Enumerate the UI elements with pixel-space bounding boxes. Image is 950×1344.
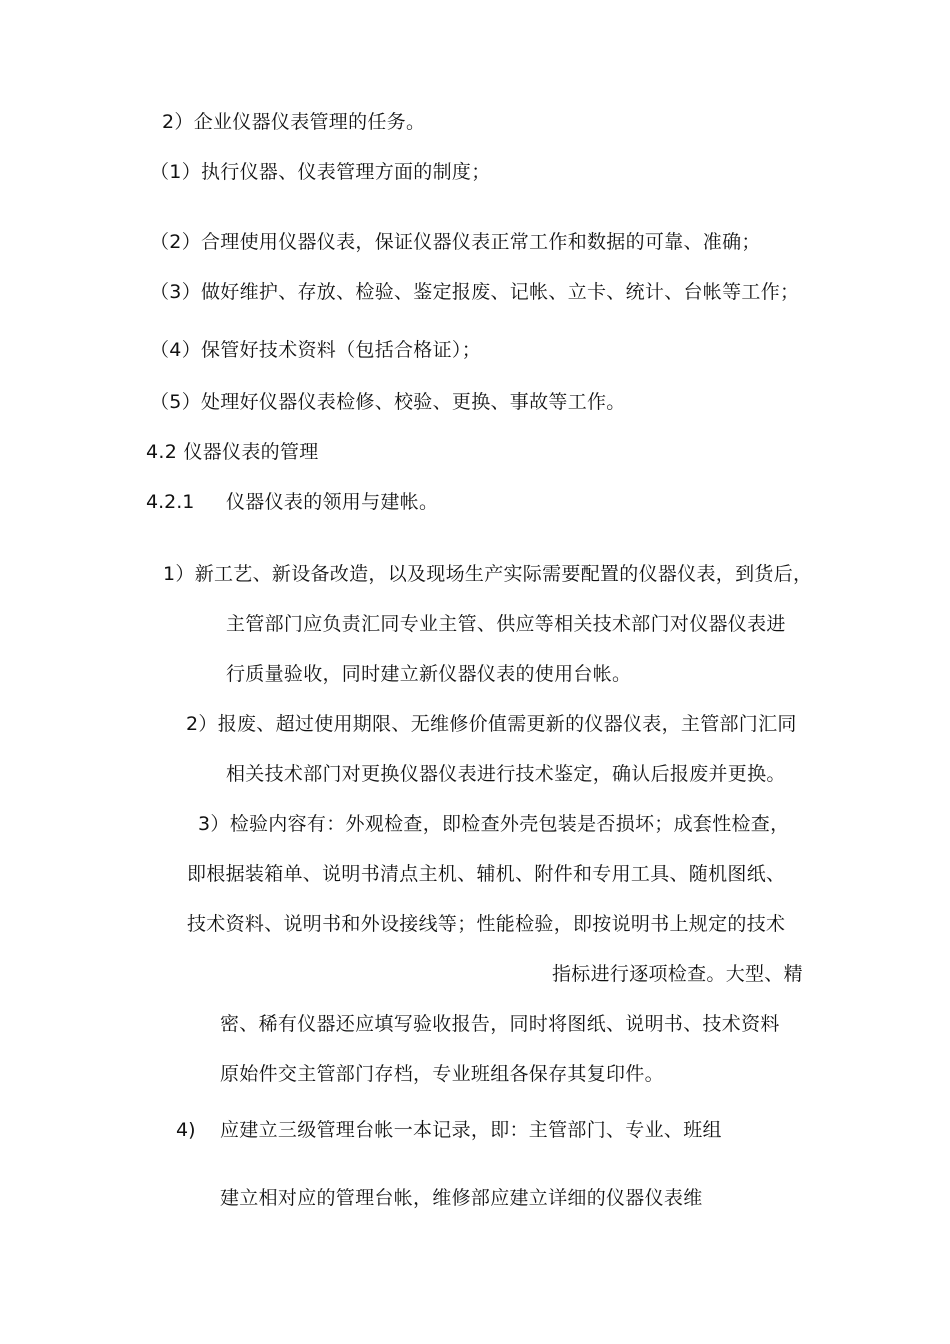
paragraph-1-line-2: 主管部门应负责汇同专业主管、供应等相关技术部门对仪器仪表进: [226, 613, 786, 635]
paragraph-3-line-2: 即根据装箱单、说明书清点主机、辅机、附件和专用工具、随机图纸、: [187, 863, 786, 885]
paragraph-4-line-1: 应建立三级管理台帐一本记录，即：主管部门、专业、班组: [220, 1119, 722, 1141]
paragraph-2-line-1: 2）报废、超过使用期限、无维修价值需更新的仪器仪表，主管部门汇同: [186, 713, 797, 735]
paragraph-4-number: 4): [176, 1119, 196, 1141]
paragraph-3-line-6: 原始件交主管部门存档，专业班组各保存其复印件。: [220, 1063, 664, 1085]
list-item-4: （4）保管好技术资料（包括合格证）；: [150, 339, 481, 361]
paragraph-4-line-2: 建立相对应的管理台帐，维修部应建立详细的仪器仪表维: [220, 1187, 703, 1209]
section-number-4-2-1: 4.2.1: [146, 491, 195, 513]
paragraph-task-heading: 2）企业仪器仪表管理的任务。: [162, 111, 426, 133]
paragraph-3-line-4: 指标进行逐项检查。大型、精: [552, 963, 803, 985]
paragraph-1-line-1: 1）新工艺、新设备改造，以及现场生产实际需要配置的仪器仪表，到货后，: [163, 563, 813, 585]
paragraph-3-line-3: 技术资料、说明书和外设接线等；性能检验，即按说明书上规定的技术: [187, 913, 786, 935]
paragraph-2-line-2: 相关技术部门对更换仪器仪表进行技术鉴定，确认后报废并更换。: [226, 763, 786, 785]
list-item-1: （1）执行仪器、仪表管理方面的制度；: [150, 161, 491, 183]
paragraph-3-line-5: 密、稀有仪器还应填写验收报告，同时将图纸、说明书、技术资料: [220, 1013, 780, 1035]
paragraph-3-line-1: 3）检验内容有：外观检查，即检查外壳包装是否损坏；成套性检查，: [198, 813, 790, 835]
list-item-5: （5）处理好仪器仪表检修、校验、更换、事故等工作。: [150, 391, 626, 413]
section-title-4-2-1: 仪器仪表的领用与建帐。: [226, 491, 439, 513]
list-item-3: （3）做好维护、存放、检验、鉴定报废、记帐、立卡、统计、台帐等工作；: [150, 281, 800, 303]
section-heading-4-2: 4.2 仪器仪表的管理: [146, 441, 319, 463]
list-item-2: （2）合理使用仪器仪表，保证仪器仪表正常工作和数据的可靠、准确；: [150, 231, 761, 253]
paragraph-1-line-3: 行质量验收，同时建立新仪器仪表的使用台帐。: [226, 663, 632, 685]
